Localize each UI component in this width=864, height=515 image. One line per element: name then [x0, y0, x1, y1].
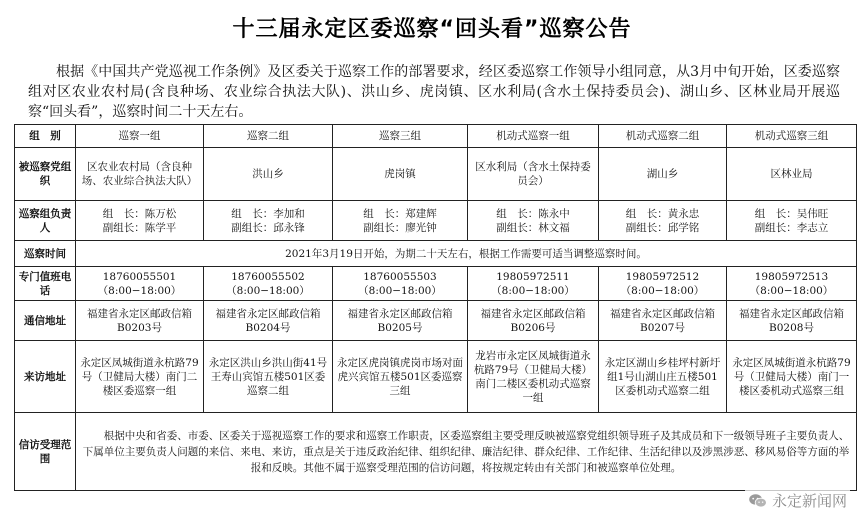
leader-cell — [727, 201, 857, 241]
phone-cell — [204, 267, 333, 301]
notice-intro: 根据《中国共产党巡视工作条例》及区委关于巡察工作的部署要求，经区委巡察工作领导小组同意，从3月中旬开始，区委巡察组对区农业农村局(含良种场、农业综合执法大队)、洪山乡、虎岗镇、区水利局(含水土保持委员会)、湖山乡、区林业局开展巡察“回头看”，巡察时间二十天左右。 — [28, 64, 840, 120]
duty-phone: 19805972511 — [496, 270, 570, 283]
target-org: 区水利局（含水土保持委员会） — [468, 148, 599, 201]
inspection-table — [14, 124, 857, 491]
duty-hours: （8:00−18:00） — [358, 284, 442, 297]
group-name: 机动式巡察三组 — [727, 125, 857, 148]
leader-cell — [468, 201, 599, 241]
leader-cell — [599, 201, 727, 241]
visit-address: 永定区洪山乡洪山街41号王寿山宾馆五楼501区委巡察二组 — [204, 341, 333, 413]
row-leader — [15, 201, 857, 241]
duty-phone: 18760055501 — [102, 270, 177, 283]
deputy-leader: 副组长：廖光钟 — [363, 221, 437, 234]
deputy-leader: 副组长：邱学铭 — [625, 221, 700, 234]
duty-hours: （8:00−18:00） — [491, 284, 575, 297]
visit-address: 永定区湖山乡桂坪村新圩组1号山湖山庄五楼501区委机动式巡察二组 — [599, 341, 727, 413]
group-name: 机动式巡察一组 — [468, 125, 599, 148]
mail-address: 福建省永定区邮政信箱B0206号 — [468, 301, 599, 341]
leader-cell — [333, 201, 468, 241]
petition-scope: 根据中央和省委、市委、区委关于巡视巡察工作的要求和巡察工作职责，区委巡察组主要受理反映被巡察党组织领导班子及其成员和下一级领导班子主要负责人、下属单位主要负责人问题的来信、来电、来访，重点是关于违反政治纪律、组织纪律、廉洁纪律、群众纪律、工作纪律、生活纪律以及涉黑涉恶、移风易俗等方面的举报和反映。其他不属于巡察受理范围的信访问题，将按规定转由有关部门和被巡察单位处理。 — [76, 413, 857, 491]
row-scope — [15, 413, 857, 491]
deputy-leader: 副组长：李志立 — [754, 221, 829, 234]
row-visit — [15, 341, 857, 413]
watermark-text: 永定新闻网 — [771, 492, 847, 510]
duty-hours: （8:00−18:00） — [226, 284, 310, 297]
group-leader: 组 长：陈万松 — [102, 207, 177, 220]
notice-title: 十三届永定区委巡察“回头看”巡察公告 — [232, 17, 632, 42]
row-label-group: 组 别 — [15, 125, 76, 148]
phone-cell — [76, 267, 204, 301]
duty-phone: 18760055503 — [363, 270, 437, 283]
duty-phone: 18760055502 — [231, 270, 305, 283]
visit-address: 永定区凤城街道永杭路79号（卫健局大楼）南门一楼区委机动式巡察三组 — [727, 341, 857, 413]
visit-address: 龙岩市永定区凤城街道永杭路79号（卫健局大楼）南门二楼区委机动式巡察一组 — [468, 341, 599, 413]
row-group — [15, 125, 857, 148]
group-name: 巡察三组 — [333, 125, 468, 148]
inspection-time: 2021年3月19日开始，为期二十天左右，根据工作需要可适当调整巡察时间。 — [76, 241, 857, 267]
row-label-target: 被巡察党组织 — [15, 148, 76, 201]
mail-address: 福建省永定区邮政信箱B0204号 — [204, 301, 333, 341]
phone-cell — [333, 267, 468, 301]
row-mail — [15, 301, 857, 341]
group-leader: 组 长：郑建辉 — [363, 207, 437, 220]
deputy-leader: 副组长：陈学平 — [102, 221, 177, 234]
row-target — [15, 148, 857, 201]
target-org: 湖山乡 — [599, 148, 727, 201]
row-label-time: 巡察时间 — [15, 241, 76, 267]
mail-address: 福建省永定区邮政信箱B0208号 — [727, 301, 857, 341]
group-leader: 组 长：陈永中 — [496, 207, 570, 220]
leader-cell — [76, 201, 204, 241]
duty-hours: （8:00−18:00） — [620, 284, 705, 297]
duty-phone: 19805972513 — [754, 270, 829, 283]
group-leader: 组 长：吴伟旺 — [754, 207, 829, 220]
target-org: 区林业局 — [727, 148, 857, 201]
row-label-leader: 巡察组负责人 — [15, 201, 76, 241]
wechat-icon — [748, 493, 768, 509]
phone-cell — [468, 267, 599, 301]
group-name: 巡察二组 — [204, 125, 333, 148]
target-org: 区农业农村局（含良种场、农业综合执法大队） — [76, 148, 204, 201]
row-label-mail: 通信地址 — [15, 301, 76, 341]
target-org: 洪山乡 — [204, 148, 333, 201]
site-watermark — [745, 490, 850, 511]
group-name: 巡察一组 — [76, 125, 204, 148]
row-label-visit: 来访地址 — [15, 341, 76, 413]
mail-address: 福建省永定区邮政信箱B0203号 — [76, 301, 204, 341]
row-phone — [15, 267, 857, 301]
target-org: 虎岗镇 — [333, 148, 468, 201]
mail-address: 福建省永定区邮政信箱B0205号 — [333, 301, 468, 341]
duty-hours: （8:00−18:00） — [749, 284, 834, 297]
row-label-phone: 专门值班电 话 — [15, 267, 76, 301]
group-name: 机动式巡察二组 — [599, 125, 727, 148]
deputy-leader: 副组长：邱永锋 — [231, 221, 305, 234]
row-time — [15, 241, 857, 267]
mail-address: 福建省永定区邮政信箱B0207号 — [599, 301, 727, 341]
leader-cell — [204, 201, 333, 241]
group-leader: 组 长：黄永忠 — [625, 207, 700, 220]
visit-address: 永定区凤城街道永杭路79号（卫健局大楼）南门二楼区委巡察一组 — [76, 341, 204, 413]
duty-phone: 19805972512 — [625, 270, 700, 283]
visit-address: 永定区虎岗镇虎岗市场对面虎兴宾馆五楼501区委巡察三组 — [333, 341, 468, 413]
duty-hours: （8:00−18:00） — [97, 284, 182, 297]
row-label-scope: 信访受理范 围 — [15, 413, 76, 491]
group-leader: 组 长：李加和 — [231, 207, 305, 220]
phone-cell — [599, 267, 727, 301]
phone-cell — [727, 267, 857, 301]
deputy-leader: 副组长：林文福 — [496, 221, 570, 234]
